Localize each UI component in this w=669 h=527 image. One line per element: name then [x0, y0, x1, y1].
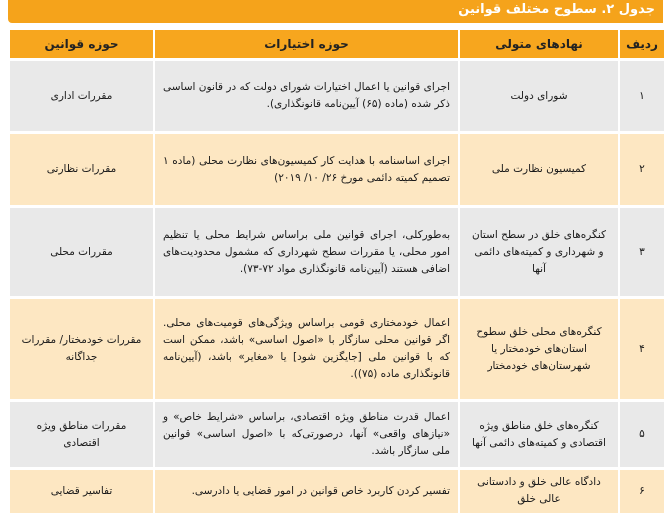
header-row — [9, 30, 664, 60]
table-row — [9, 469, 664, 513]
row-authority: به‌طورکلی، اجرای قوانین ملی براساس شرایط محلی یا تنظیم امور محلی، یا مقررات سطح شهرداری که مشمول محدودیت‌های اضافی هستند (آیین‌نامه قانونگذاری مواد ۷۲-۷۳). — [154, 207, 459, 298]
laws-table — [8, 30, 664, 513]
row-authority: تفسیر کردن کاربرد خاص قوانین در امور قضایی یا دادرسی. — [154, 469, 459, 513]
row-body: کنگره‌های خلق در سطح استان و شهرداری و کمیته‌های دائمی آنها — [459, 207, 619, 298]
row-body: کمیسیون نظارت ملی — [459, 133, 619, 207]
row-body: کنگره‌های خلق مناطق ویژه اقتصادی و کمیته‌های دائمی آنها — [459, 401, 619, 469]
row-number: ۶ — [619, 469, 664, 513]
table-row — [9, 401, 664, 469]
row-area: مقررات محلی — [9, 207, 154, 298]
table-title-bar — [8, 0, 663, 23]
row-area: تفاسیر قضایی — [9, 469, 154, 513]
row-authority: اعمال قدرت مناطق ویژه اقتصادی، براساس «شرایط خاص» و «نیازهای واقعی» آنها، درصورتی‌که با «اصول اساسی» قوانین ملی سازگار باشد. — [154, 401, 459, 469]
table-row — [9, 298, 664, 401]
row-number: ۳ — [619, 207, 664, 298]
row-number: ۴ — [619, 298, 664, 401]
row-body: شورای دولت — [459, 60, 619, 133]
row-area: مقررات اداری — [9, 60, 154, 133]
header-authority: حوزه اختیارات — [154, 30, 459, 60]
row-number: ۱ — [619, 60, 664, 133]
header-no: ردیف — [619, 30, 664, 60]
header-body: نهادهای متولی — [459, 30, 619, 60]
table-row — [9, 207, 664, 298]
table-title: جدول ۲. سطوح مختلف قوانین — [458, 2, 655, 17]
header-area: حوزه قوانین — [9, 30, 154, 60]
row-authority: اجرای قوانین یا اعمال اختیارات شورای دولت که در قانون اساسی ذکر شده (ماده (۶۵) آیین‌نامه قانونگذاری). — [154, 60, 459, 133]
row-authority: اجرای اساسنامه با هدایت کار کمیسیون‌های نظارت محلی (ماده ۱ تصمیم کمیته دائمی مورخ ۲۶/ ۱۰/ ۲۰۱۹) — [154, 133, 459, 207]
row-area: مقررات خودمختار/ مقررات جداگانه — [9, 298, 154, 401]
row-authority: اعمال خودمختاری قومی براساس ویژگی‌های قومیت‌های محلی. اگر قوانین محلی سازگار با «اصول اساسی» باشد، ممکن است که با قوانین ملی [جایگزین شود] یا «مغایر» باشد، (آیین‌نامه قانونگذاری ماده (۷۵)). — [154, 298, 459, 401]
table-row — [9, 60, 664, 133]
table-row — [9, 133, 664, 207]
row-area: مقررات مناطق ویژه اقتصادی — [9, 401, 154, 469]
row-body: دادگاه عالی خلق و دادستانی عالی خلق — [459, 469, 619, 513]
row-body: کنگره‌های محلی خلق سطوح استان‌های خودمختار یا شهرستان‌های خودمختار — [459, 298, 619, 401]
row-area: مقررات نظارتی — [9, 133, 154, 207]
row-number: ۲ — [619, 133, 664, 207]
row-number: ۵ — [619, 401, 664, 469]
